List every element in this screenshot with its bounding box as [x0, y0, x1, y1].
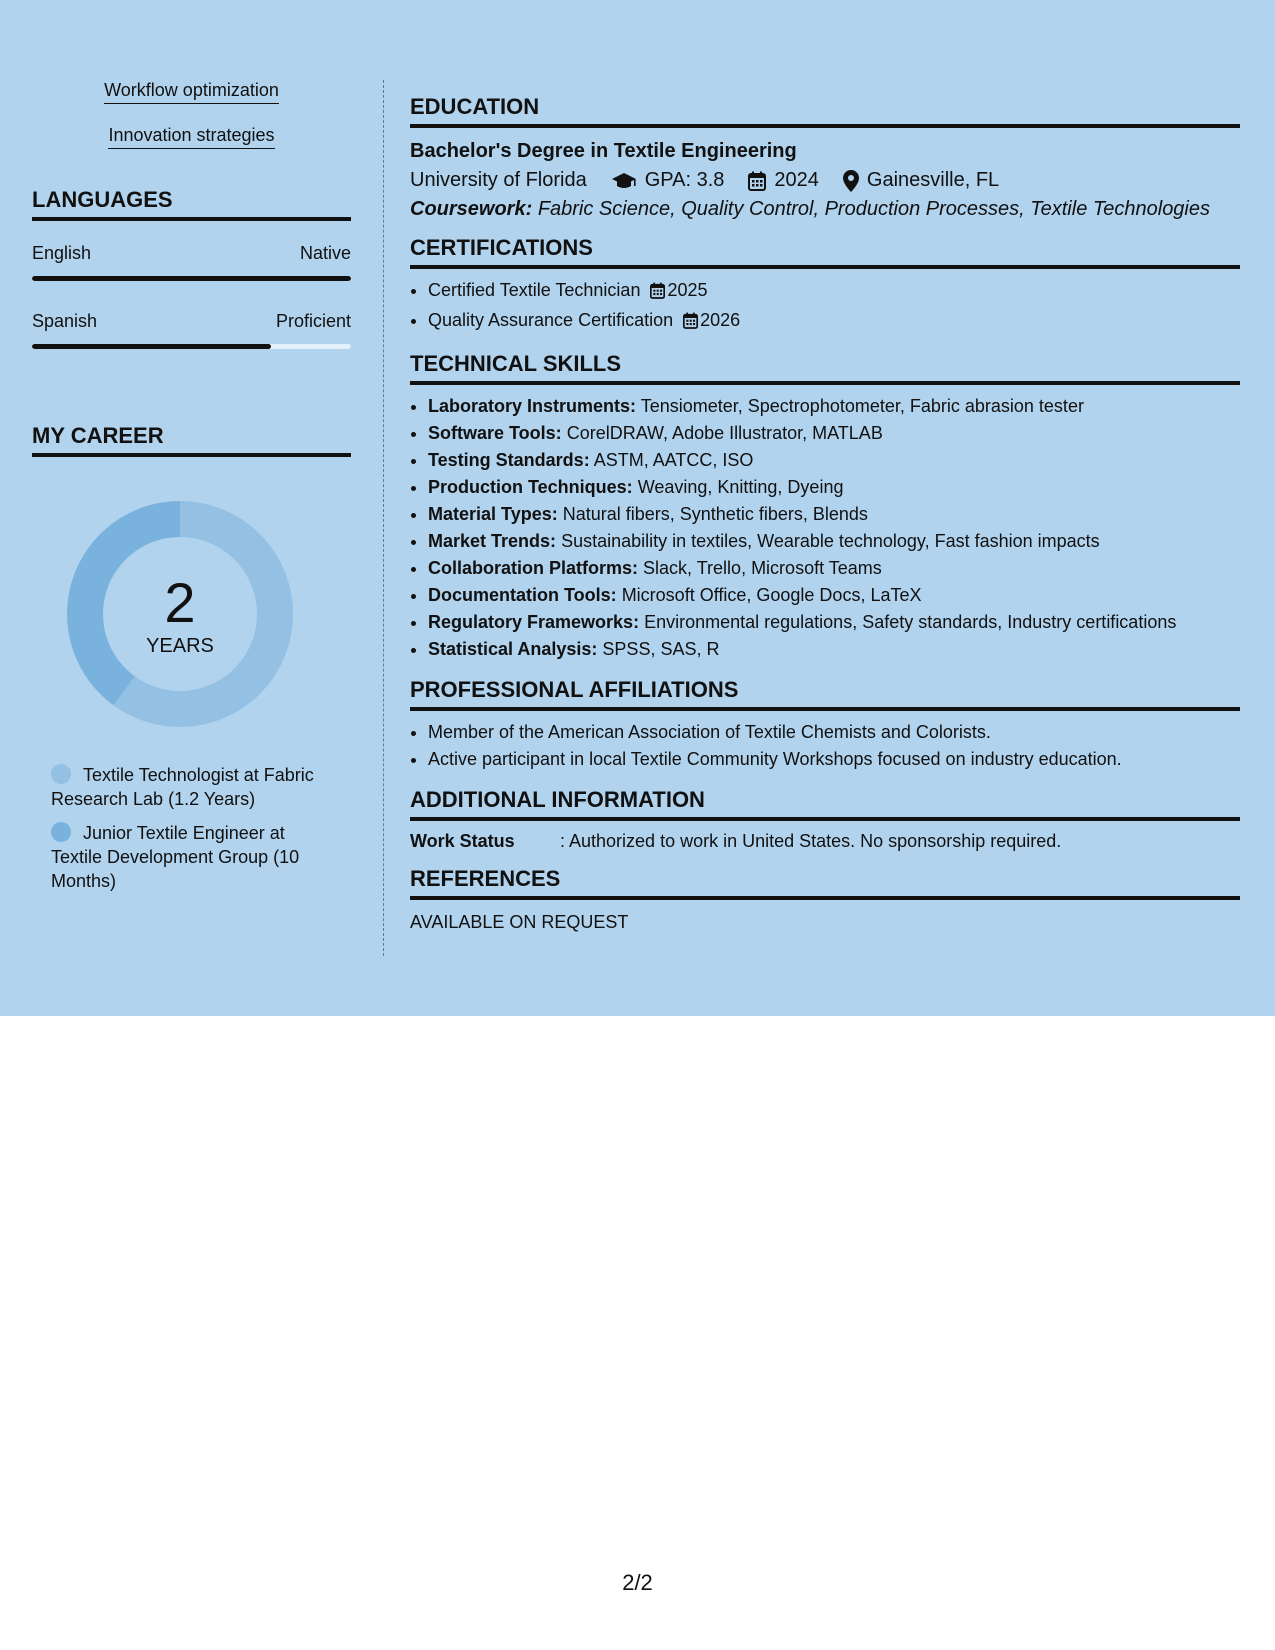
language-level: Proficient — [275, 311, 351, 331]
career-title: MY CAREER — [32, 423, 351, 457]
certifications-section — [410, 235, 1240, 337]
skill-label: Software Tools: — [428, 423, 562, 443]
affiliations-title: PROFESSIONAL AFFILIATIONS — [410, 677, 1240, 711]
skill-value: Weaving, Knitting, Dyeing — [637, 477, 844, 497]
language-proficiency-fill — [32, 344, 271, 349]
languages-title: LANGUAGES — [32, 187, 351, 221]
skills-title: TECHNICAL SKILLS — [410, 351, 1240, 385]
skill-value: SPSS, SAS, R — [602, 639, 720, 659]
work-status-value: : Authorized to work in United States. No sponsorship required. — [560, 831, 1062, 851]
skill-label: Testing Standards: — [428, 450, 590, 470]
gpa: GPA: 3.8 — [644, 169, 725, 191]
certification-name: Quality Assurance Certification — [428, 310, 674, 330]
language-level: Native — [299, 243, 351, 263]
calendar-icon — [748, 171, 766, 191]
career-donut-chart — [67, 501, 293, 727]
skill-value: Tensiometer, Spectrophotometer, Fabric abrasion tester — [640, 396, 1084, 416]
skill-label: Documentation Tools: — [428, 585, 617, 605]
graduation-cap-icon — [611, 171, 637, 191]
work-status-label: Work Status — [410, 831, 515, 851]
calendar-icon — [683, 310, 698, 337]
skill-label: Laboratory Instruments: — [428, 396, 637, 416]
skills-list — [410, 393, 1240, 663]
skill-item — [428, 447, 1240, 474]
references-title: REFERENCES — [410, 866, 1240, 900]
certification-year: 2025 — [667, 280, 708, 300]
language-proficiency-bar — [32, 344, 351, 349]
skill-item — [428, 555, 1240, 582]
main-content — [410, 94, 1240, 947]
language-name: English — [32, 243, 92, 263]
education-title: EDUCATION — [410, 94, 1240, 128]
references-section — [410, 866, 1240, 933]
language-row — [32, 311, 351, 332]
career-legend-item — [51, 821, 331, 893]
education-location: Gainesville, FL — [866, 169, 1000, 191]
career-legend-item — [51, 763, 331, 811]
additional-section — [410, 787, 1240, 852]
skill-value: Natural fibers, Synthetic fibers, Blends — [562, 504, 868, 524]
skill-item — [428, 528, 1240, 555]
certifications-list — [410, 277, 1240, 337]
skill-label: Material Types: — [428, 504, 558, 524]
coursework — [410, 198, 1240, 221]
career-total: 2 — [164, 571, 196, 634]
career-legend-text: Junior Textile Engineer at Textile Development Group (10 Months) — [51, 823, 300, 891]
page-number: 2/2 — [622, 1570, 653, 1595]
skill-value: Sustainability in textiles, Wearable technology, Fast fashion impacts — [561, 531, 1100, 551]
education-section — [410, 94, 1240, 221]
sidebar — [32, 80, 351, 903]
affiliation-item: • Member of the American Association of Textile Chemists and Colorists. — [428, 719, 1240, 746]
references-text: AVAILABLE ON REQUEST — [410, 912, 629, 932]
skill-item — [428, 582, 1240, 609]
certification-item — [428, 277, 1240, 307]
career-legend-text: Textile Technologist at Fabric Research Lab (1.2 Years) — [51, 765, 314, 809]
certification-item — [428, 307, 1240, 337]
language-proficiency-fill — [32, 276, 351, 281]
skill-value: Microsoft Office, Google Docs, LaTeX — [621, 585, 922, 605]
legend-dot — [51, 822, 71, 842]
skill-item — [428, 474, 1240, 501]
certification-year: 2026 — [700, 310, 741, 330]
affiliations-list — [410, 719, 1240, 773]
coursework-list: Fabric Science, Quality Control, Production Processes, Textile Technologies — [537, 198, 1210, 220]
skill-value: CorelDRAW, Adobe Illustrator, MATLAB — [566, 423, 883, 443]
skill-item — [428, 420, 1240, 447]
graduation-year: 2024 — [774, 169, 819, 191]
skill-label: Market Trends: — [428, 531, 557, 551]
school-name: University of Florida — [410, 169, 587, 191]
interest-item: Innovation strategies — [32, 125, 351, 170]
additional-title: ADDITIONAL INFORMATION — [410, 787, 1240, 821]
legend-dot — [51, 764, 71, 784]
affiliation-item: • Active participant in local Textile Community Workshops focused on industry education. — [428, 746, 1240, 773]
calendar-icon — [650, 280, 665, 307]
skill-item — [428, 636, 1240, 663]
language-row — [32, 243, 351, 264]
skill-item — [428, 609, 1240, 636]
column-divider — [383, 80, 384, 956]
education-meta — [410, 169, 1240, 192]
skill-label: Regulatory Frameworks: — [428, 612, 640, 632]
skill-label: Production Techniques: — [428, 477, 633, 497]
skill-label: Collaboration Platforms: — [428, 558, 639, 578]
degree-title: Bachelor's Degree in Textile Engineering — [410, 140, 797, 162]
affiliations-section — [410, 677, 1240, 773]
certifications-title: CERTIFICATIONS — [410, 235, 1240, 269]
skill-value: Slack, Trello, Microsoft Teams — [643, 558, 882, 578]
career-legend — [51, 763, 331, 893]
skill-item — [428, 501, 1240, 528]
certification-name: Certified Textile Technician — [428, 280, 641, 300]
language-name: Spanish — [32, 311, 98, 331]
skill-item — [428, 393, 1240, 420]
skill-value: ASTM, AATCC, ISO — [593, 450, 754, 470]
location-pin-icon — [843, 170, 859, 192]
coursework-label: Coursework: — [410, 198, 533, 220]
skill-label: Statistical Analysis: — [428, 639, 598, 659]
interest-item: Workflow optimization — [32, 80, 351, 125]
skill-value: Environmental regulations, Safety standards, Industry certifications — [644, 612, 1177, 632]
language-list — [32, 243, 351, 349]
skills-section — [410, 351, 1240, 663]
career-unit: YEARS — [146, 635, 214, 657]
language-proficiency-bar — [32, 276, 351, 281]
work-status-row — [410, 831, 1240, 852]
